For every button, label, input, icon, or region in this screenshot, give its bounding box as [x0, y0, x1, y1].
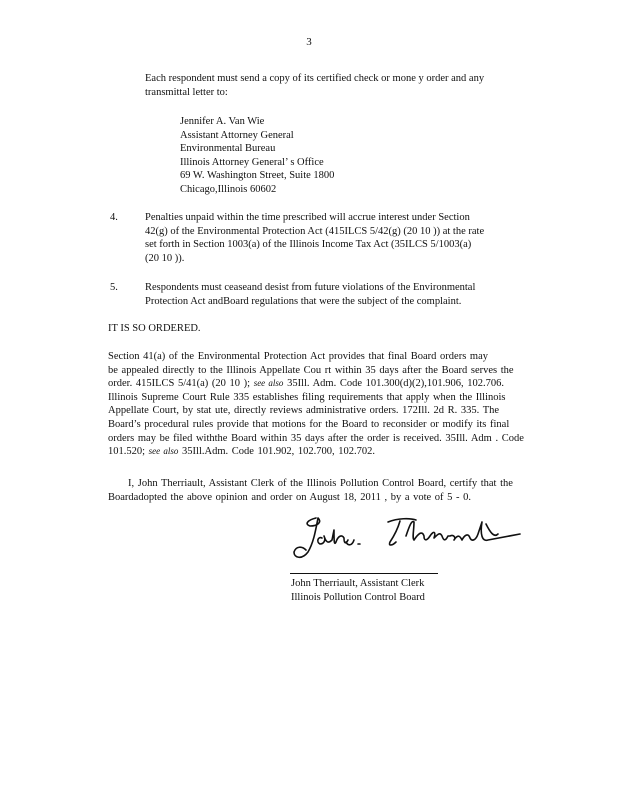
- item-5-text: [145, 281, 535, 308]
- handwritten-signature: [288, 512, 528, 570]
- item-4-text: [145, 211, 535, 265]
- item-5-line: Protection Act andBoard regulations that were the subject of the complaint.: [145, 295, 462, 307]
- certification-line: Boardadopted the above opinion and order on August 18, 2011 , by a vote of 5 - 0.: [108, 491, 472, 503]
- address-line: Illinois Attorney General’ s Office: [180, 156, 324, 168]
- certification-line: I, John Therriault, Assistant Clerk of the Illinois Pollution Control Board, certify that the: [128, 478, 513, 489]
- payment-instruction: [145, 72, 535, 99]
- address-line: Jennifer A. Van Wie: [180, 116, 265, 127]
- page-number: 3: [306, 36, 312, 48]
- appeal-line: Section 41(a) of the Environmental Protection Act provides that final Board orders may: [108, 351, 488, 362]
- address-line: Environmental Bureau: [180, 143, 276, 155]
- item-4-line: set forth in Section 1003(a) of the Illinois Income Tax Act (35ILCS 5/1003(a): [145, 239, 472, 251]
- item-4-line: (20 10 )).: [145, 252, 185, 264]
- address-line: Chicago,Illinois 60602: [180, 183, 277, 195]
- appeal-text: order. 415ILCS 5/41(a) (20 10 );: [108, 378, 251, 390]
- item-4-line: 42(g) of the Environmental Protection Act (415ILCS 5/42(g) (20 10 )) at the rate: [145, 225, 485, 237]
- payment-instruction-line: Each respondent must send a copy of its certified check or mone y order and any: [145, 73, 485, 84]
- mailing-address: [180, 115, 440, 197]
- appeal-line: Appellate Court, by stat ute, directly reviews administrative orders. 172Ill. 2d R. 335. The: [108, 405, 500, 417]
- signatory-organization: Illinois Pollution Control Board: [291, 591, 425, 603]
- appeal-line: Illinois Supreme Court Rule 335 establishes filing requirements that apply when the Illinois: [108, 391, 506, 403]
- appeal-line-citation: [108, 377, 536, 391]
- item-5-line: Respondents must ceaseand desist from future violations of the Environmental: [145, 282, 476, 293]
- see-also-italic: see also: [253, 378, 284, 389]
- signature-rule: [290, 573, 438, 574]
- address-line: Assistant Attorney General: [180, 129, 294, 141]
- signature-block: [291, 577, 425, 604]
- appeal-paragraph: [108, 350, 536, 459]
- see-also-italic: see also: [148, 446, 179, 457]
- item-number-5: 5.: [110, 282, 118, 293]
- certification-paragraph: [108, 477, 536, 504]
- appeal-text: 35Ill. Adm. Code 101.300(d)(2),101.906, 102.706.: [287, 378, 504, 390]
- signatory-name: John Therriault, Assistant Clerk: [291, 578, 425, 589]
- address-line: 69 W. Washington Street, Suite 1800: [180, 170, 335, 182]
- payment-instruction-line: transmittal letter to:: [145, 86, 228, 98]
- appeal-text: 35Ill.Adm. Code 101.902, 102.700, 102.702.: [182, 446, 376, 458]
- item-number-4: 4.: [110, 212, 118, 223]
- item-4-line: Penalties unpaid within the time prescribed will accrue interest under Section: [145, 212, 470, 223]
- appeal-line: Board’s procedural rules provide that motions for the Board to reconsider or modify its final: [108, 418, 510, 430]
- appeal-line-citation: [108, 445, 536, 459]
- appeal-line: orders may be filed withthe Board within 35 days after the order is received. 35Ill. Adm . Code: [108, 432, 524, 444]
- appeal-text: 101.520;: [108, 446, 146, 458]
- appeal-line: be appealed directly to the Illinois Appellate Cou rt within 35 days after the Board serves the: [108, 364, 514, 376]
- so-ordered-heading: IT IS SO ORDERED.: [108, 323, 201, 334]
